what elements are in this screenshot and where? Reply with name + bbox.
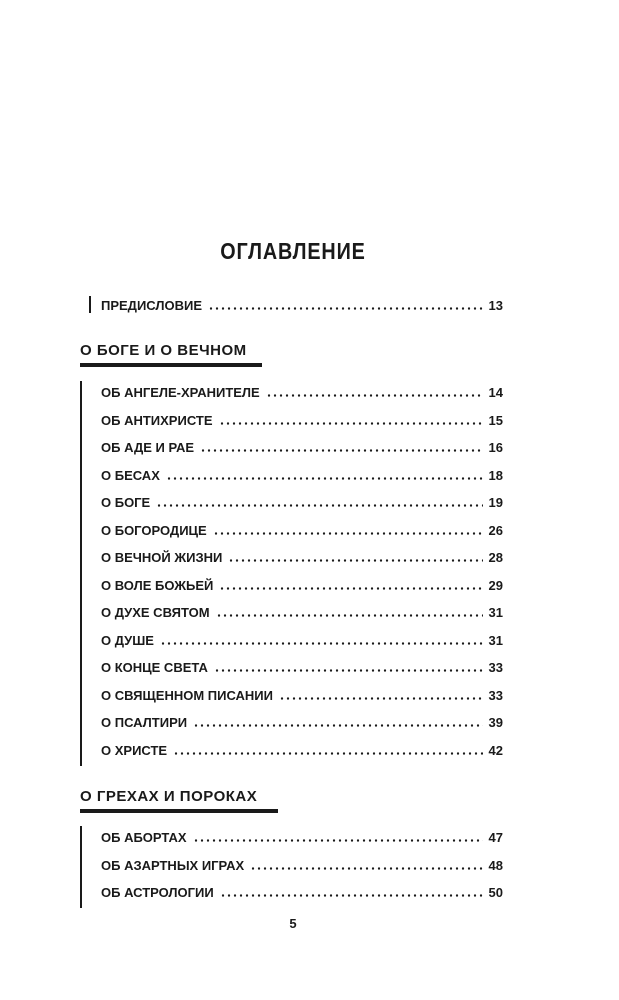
toc-entry[interactable] [101,518,503,538]
toc-entry-page: 50 [488,885,503,900]
dot-leader [208,307,483,310]
toc-entry-label: О ВОЛЕ БОЖЬЕЙ [101,578,214,593]
toc-entry-label: О ХРИСТЕ [101,743,168,758]
toc-entry-label: О СВЯЩЕННОМ ПИСАНИИ [101,688,273,703]
dot-leader [214,669,483,672]
toc-entry[interactable] [101,853,503,873]
toc-entry-page: 48 [488,858,503,873]
toc-entry-page: 39 [488,715,503,730]
preface-bar [89,296,91,313]
toc-entry[interactable] [101,435,503,455]
toc-entry-label: ОБ АДЕ И РАЕ [101,440,195,455]
toc-entry-label: ПРЕДИСЛОВИЕ [101,298,202,313]
dot-leader [216,614,483,617]
toc-entry[interactable] [101,880,503,900]
toc-entry-label: ОБ АНТИХРИСТЕ [101,413,213,428]
dot-leader [193,724,482,727]
dot-leader [193,839,483,842]
dot-leader [228,559,482,562]
section-heading-god [80,342,262,367]
toc-entry[interactable] [101,683,503,703]
dot-leader [156,504,482,507]
toc-entry-label: ОБ АБОРТАХ [101,830,187,845]
page-number: 5 [289,916,297,931]
toc-entry-label: ОБ АЗАРТНЫХ ИГРАХ [101,858,245,873]
dot-leader [213,532,483,535]
dot-leader [166,477,483,480]
toc-entry-label: ОБ АСТРОЛОГИИ [101,885,214,900]
section-heading-text: О БОГЕ И О ВЕЧНОМ [80,342,247,359]
section-heading-sins [80,788,278,813]
toc-entry[interactable] [101,408,503,428]
toc-entry[interactable] [101,600,503,620]
dot-leader [173,752,482,755]
dot-leader [266,394,483,397]
dot-leader [250,867,482,870]
toc-entry[interactable] [101,738,503,758]
toc-entry[interactable] [101,490,503,510]
section-bar [80,826,82,908]
toc-entry[interactable] [101,380,503,400]
toc-entry[interactable] [101,710,503,730]
section-underline [80,363,262,367]
dot-leader [219,422,483,425]
toc-entry-page: 18 [488,468,503,483]
dot-leader [220,894,483,897]
toc-entry-label: О БЕСАХ [101,468,160,483]
toc-entry-page: 19 [488,495,503,510]
dot-leader [219,587,482,590]
section-underline [80,809,278,813]
toc-entry-page: 16 [488,440,503,455]
toc-entry-label: О ПСАЛТИРИ [101,715,188,730]
toc-entry-page: 29 [488,578,503,593]
toc-entry-page: 33 [488,660,503,675]
toc-entry[interactable] [101,573,503,593]
toc-entry[interactable] [101,825,503,845]
toc-entry[interactable] [101,628,503,648]
dot-leader [200,449,483,452]
toc-entry-label: О ВЕЧНОЙ ЖИЗНИ [101,550,223,565]
toc-entry-label: О БОГОРОДИЦЕ [101,523,207,538]
toc-entry-label: ОБ АНГЕЛЕ-ХРАНИТЕЛЕ [101,385,260,400]
section-bar [80,381,82,766]
toc-entry-page: 31 [488,605,503,620]
toc-entry[interactable] [101,655,503,675]
page-title: ОГЛАВЛЕНИЕ [220,238,366,264]
toc-entry-page: 28 [488,550,503,565]
toc-entry-page: 26 [488,523,503,538]
dot-leader [160,642,483,645]
dot-leader [279,697,483,700]
toc-entry-page: 47 [488,830,503,845]
toc-entry-label: О КОНЦЕ СВЕТА [101,660,208,675]
toc-entry[interactable] [101,463,503,483]
toc-entry[interactable] [101,545,503,565]
toc-entry-page: 31 [488,633,503,648]
toc-entry-label: О ДУХЕ СВЯТОМ [101,605,210,620]
toc-entry-page: 42 [488,743,503,758]
toc-entry-page: 13 [488,298,503,313]
toc-entry-page: 14 [488,385,503,400]
toc-entry-label: О БОГЕ [101,495,151,510]
toc-entry-page: 33 [488,688,503,703]
section-heading-text: О ГРЕХАХ И ПОРОКАХ [80,788,258,805]
toc-entry-preface[interactable] [101,293,503,313]
toc-entry-page: 15 [488,413,503,428]
toc-entry-label: О ДУШЕ [101,633,154,648]
